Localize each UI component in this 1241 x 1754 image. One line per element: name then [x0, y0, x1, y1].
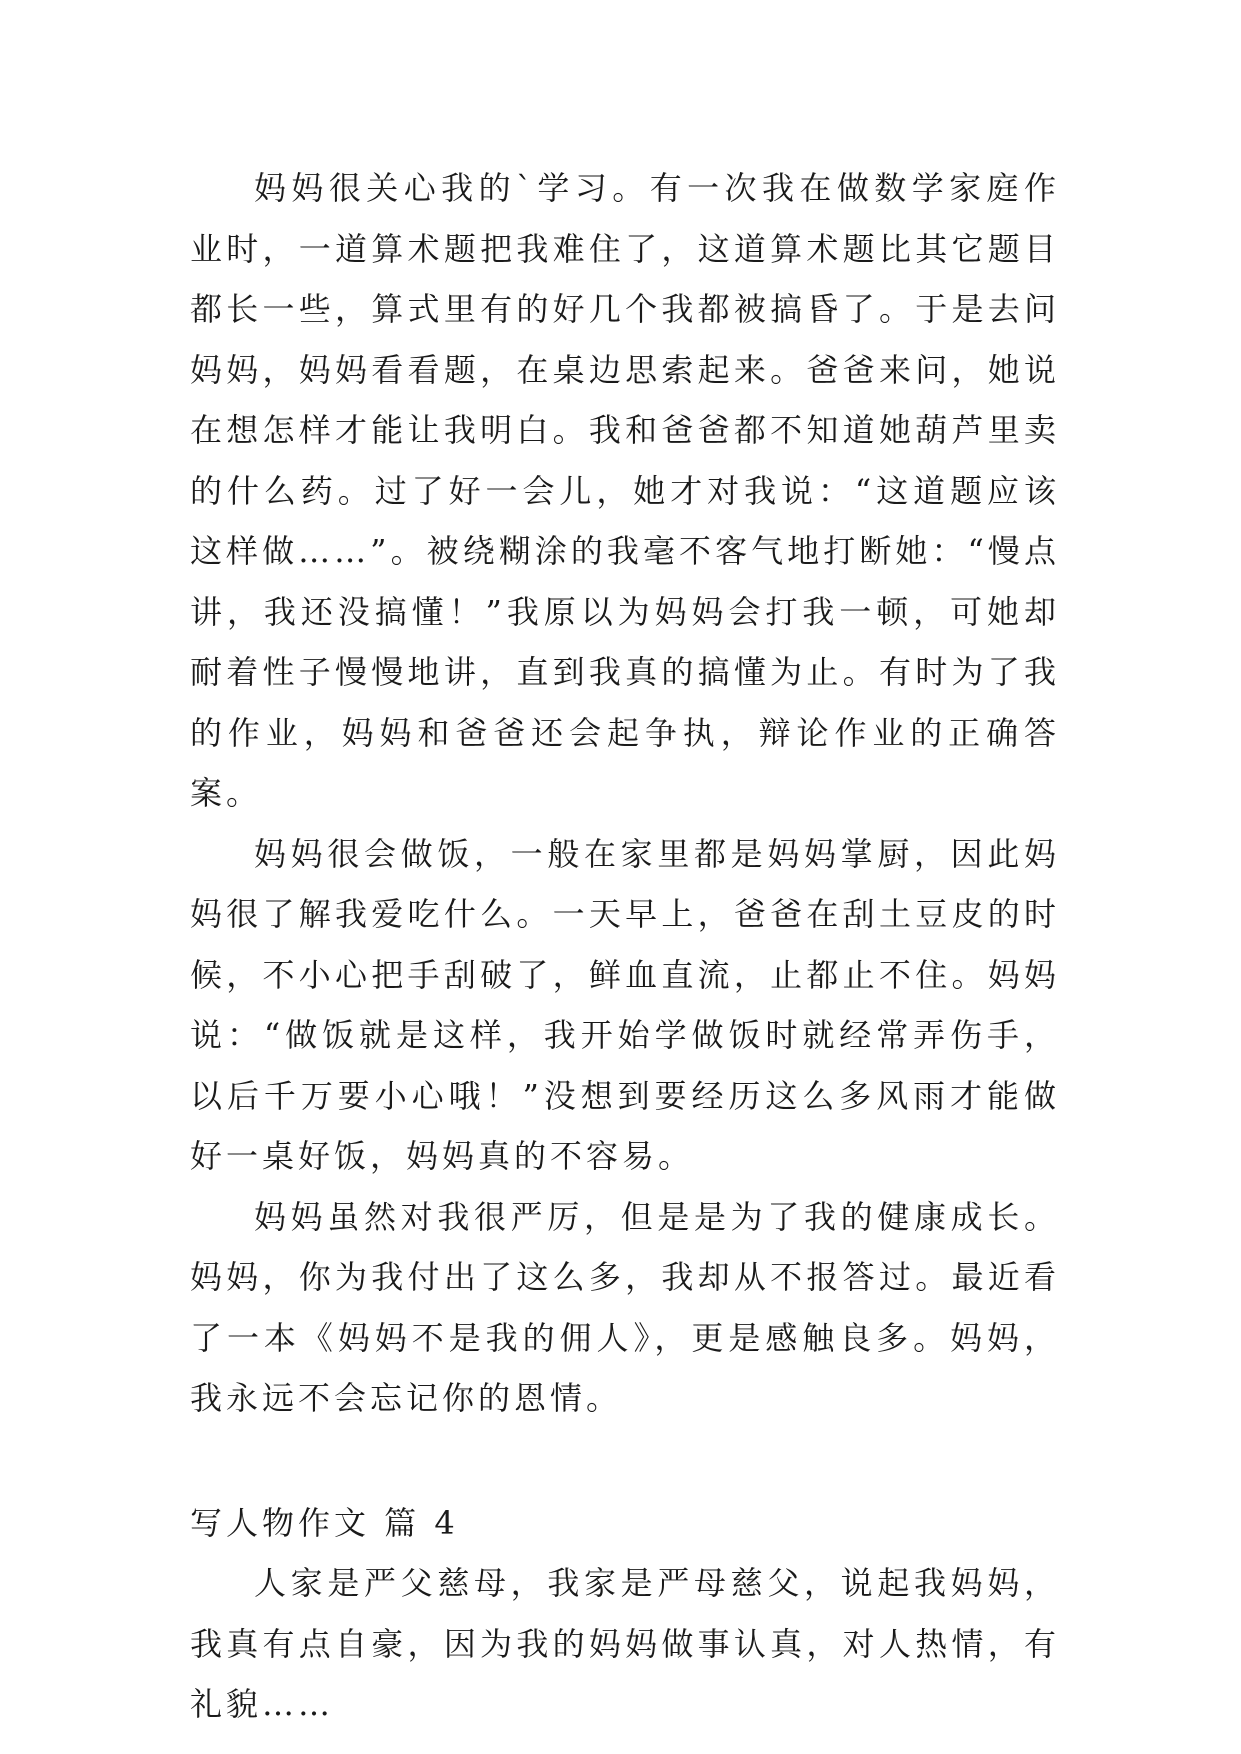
section-heading: 写人物作文 篇 4	[190, 1503, 459, 1542]
paragraph-intro: 人家是严父慈母，我家是严母慈父，说起我妈妈，我真有点自豪，因为我的妈妈做事认真，对人热情，有礼貌……	[190, 1564, 1060, 1723]
paragraph-gratitude: 妈妈虽然对我很严厉，但是是为了我的健康成长。妈妈，你为我付出了这么多，我却从不报答过。最近看了一本《妈妈不是我的佣人》，更是感触良多。妈妈，我永远不会忘记你的恩情。	[190, 1197, 1060, 1417]
paragraph-study: 妈妈很关心我的`学习。有一次我在做数学家庭作业时，一道算术题把我难住了，这道算术题比其它题目都长一些，算式里有的好几个我都被搞昏了。于是去问妈妈，妈妈看看题，在桌边思索起来。爸爸来问，她说在想怎样才能让我明白。我和爸爸都不知道她葫芦里卖的什么药。过了好一会儿，她才对我说：“这道题应该这样做……”。被绕糊涂的我毫不客气地打断她：“慢点讲，我还没搞懂！”我原以为妈妈会打我一顿，可她却耐着性子慢慢地讲，直到我真的搞懂为止。有时为了我的作业，妈妈和爸爸还会起争执，辩论作业的正确答案。	[190, 169, 1060, 812]
paragraph-cooking: 妈妈很会做饭，一般在家里都是妈妈掌厨，因此妈妈很了解我爱吃什么。一天早上，爸爸在刮土豆皮的时候，不小心把手刮破了，鲜血直流，止都止不住。妈妈说：“做饭就是这样，我开始学做饭时就经常弄伤手，以后千万要小心哦！”没想到要经历这么多风雨才能做好一桌好饭，妈妈真的不容易。	[190, 834, 1060, 1175]
document-page	[190, 158, 1060, 1735]
